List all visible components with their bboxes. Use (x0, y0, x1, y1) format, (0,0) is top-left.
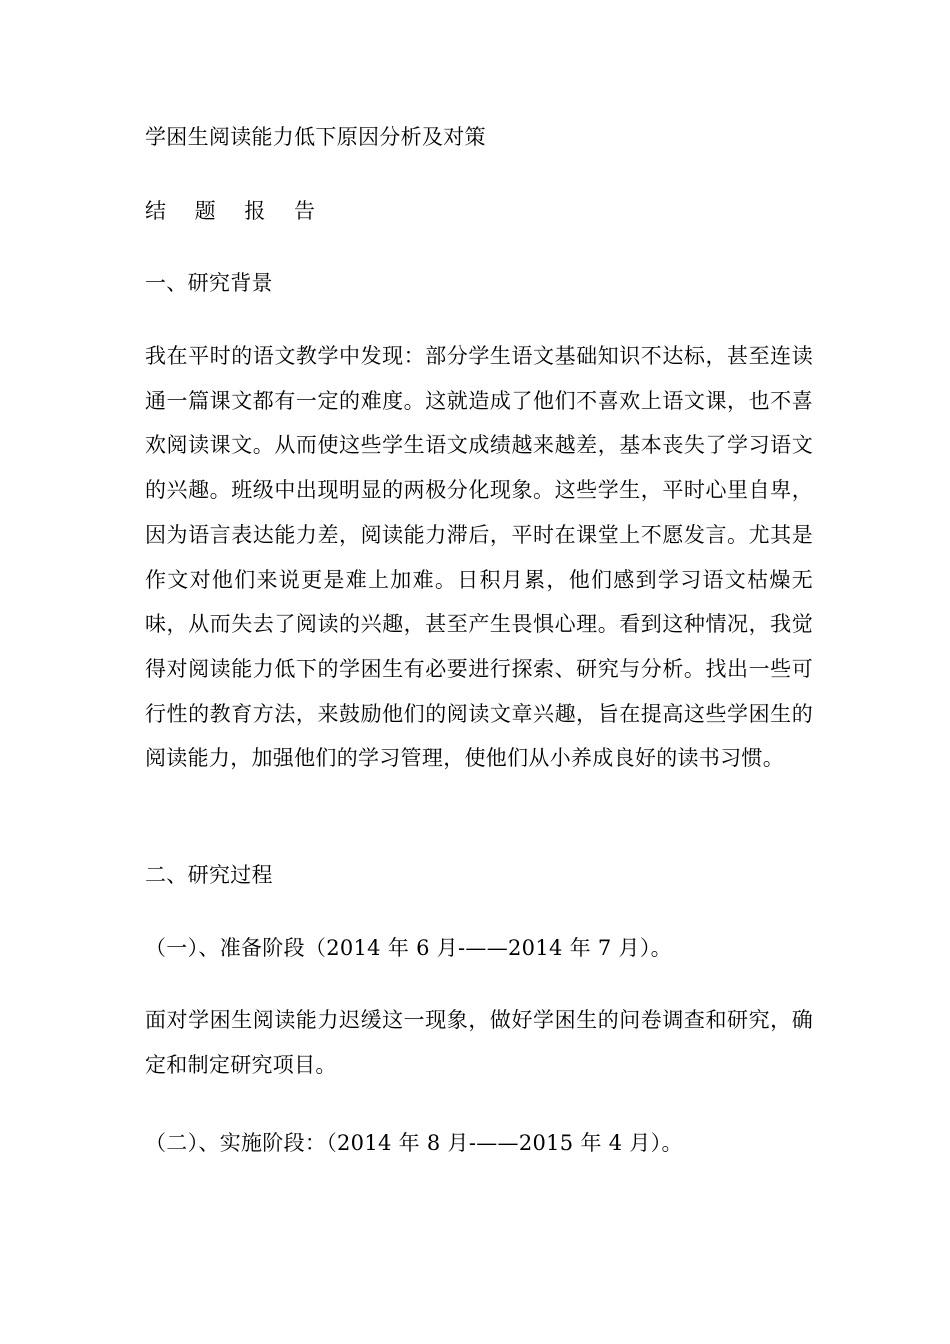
section-heading-background: 一、研究背景 (145, 271, 273, 295)
section-body-background: 我在平时的语文教学中发现：部分学生语文基础知识不达标，甚至连读通一篇课文都有一定的难度。这就造成了他们不喜欢上语文课，也不喜欢阅读课文。从而使这些学生语文成绩越来越差，基本丧失了学习语文的兴趣。班级中出现明显的两极分化现象。这些学生，平时心里自卑，因为语言表达能力差，阅读能力滞后，平时在课堂上不愿发言。尤其是作文对他们来说更是难上加难。日积月累，他们感到学习语文枯燥无味，从而失去了阅读的兴趣，甚至产生畏惧心理。看到这种情况，我觉得对阅读能力低下的学困生有必要进行探索、研究与分析。找出一些可行性的教育方法，来鼓励他们的阅读文章兴趣，旨在提高这些学困生的阅读能力，加强他们的学习管理，使他们从小养成良好的读书习惯。 (145, 344, 813, 771)
document-subtitle: 结 题 报 告 (145, 199, 327, 223)
document-title: 学困生阅读能力低下原因分析及对策 (145, 125, 486, 149)
section-heading-process: 二、研究过程 (145, 863, 273, 887)
stage-heading-preparation: （一）、准备阶段（2014 年 6 月-——2014 年 7 月）。 (145, 936, 672, 960)
stage-body-preparation: 面对学困生阅读能力迟缓这一现象，做好学困生的问卷调查和研究，确定和制定研究项目。 (145, 1008, 813, 1077)
stage-heading-implementation: （二）、实施阶段：（2014 年 8 月-——2015 年 4 月）。 (145, 1131, 683, 1155)
